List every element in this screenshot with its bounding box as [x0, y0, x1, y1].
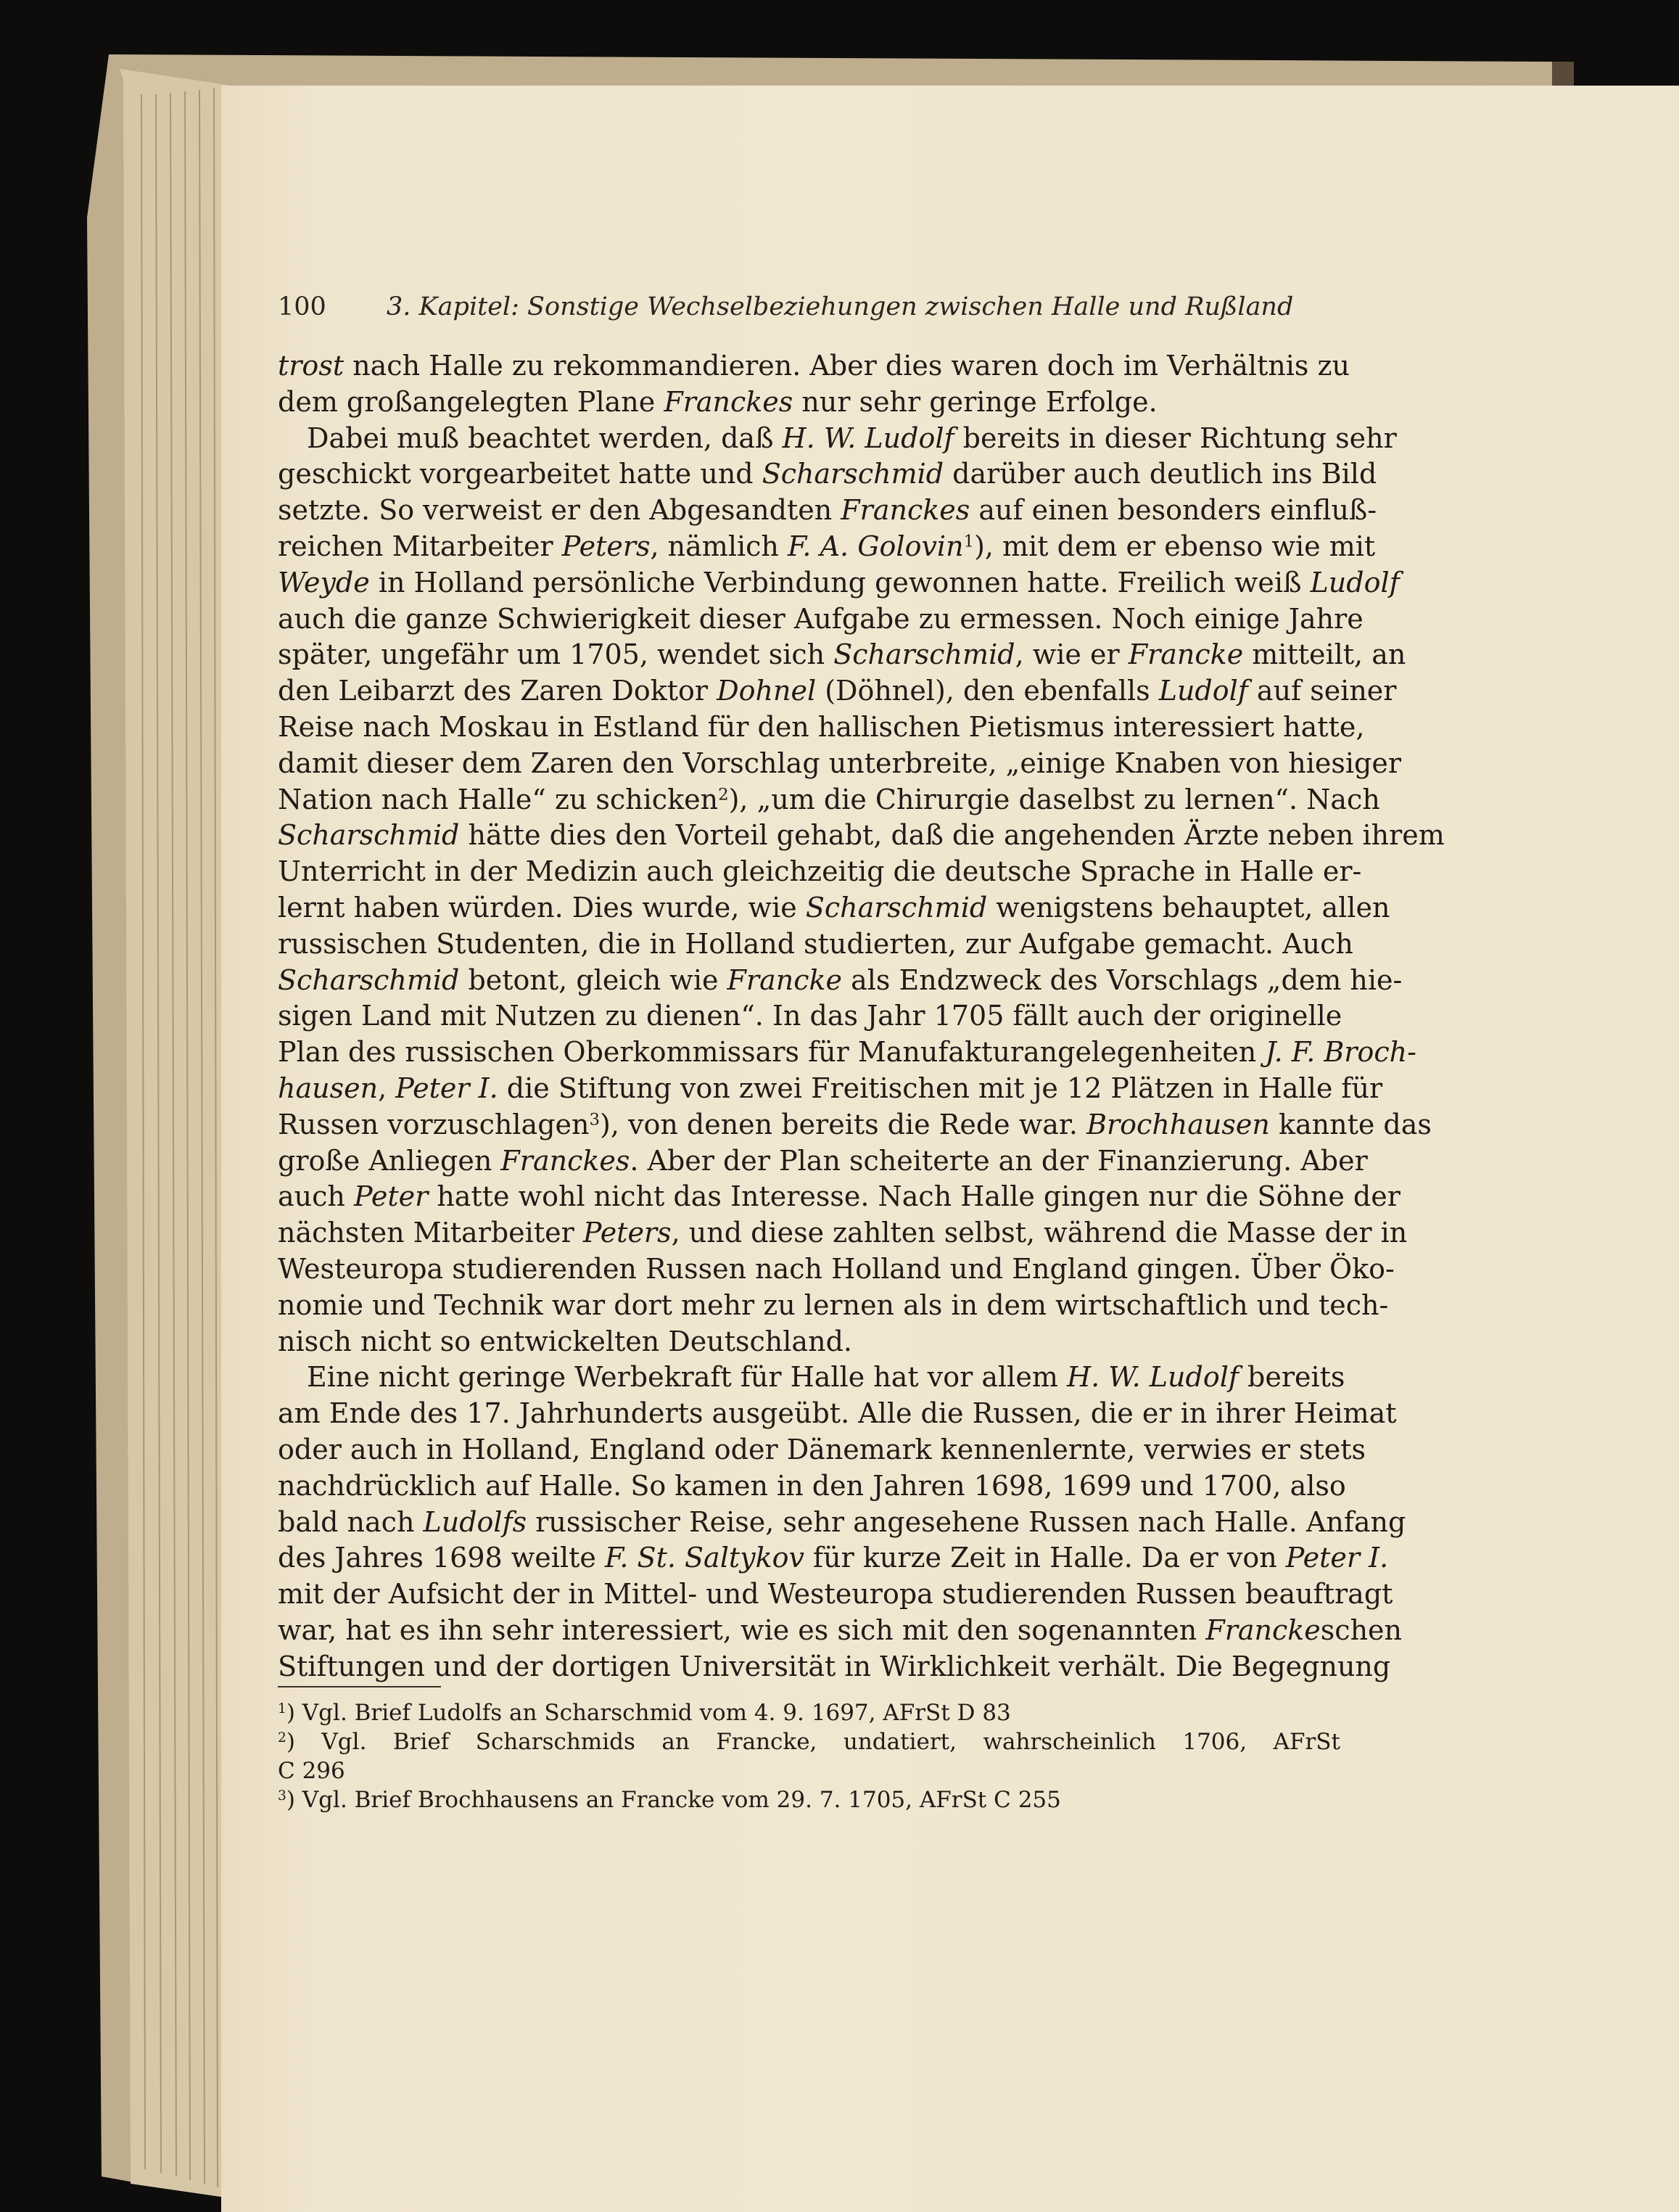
- footnote-2-continued: C 296: [278, 1758, 345, 1784]
- text-line-35: mit der Aufsicht der in Mittel- und Westeuropa studierenden Russen beauftragt: [278, 1578, 1393, 1611]
- footnote-ref-3: 3: [589, 1110, 601, 1130]
- footnote-ref-1: 1: [963, 532, 975, 551]
- text-line-26: Westeuropa studierenden Russen nach Holland und England gingen. Über Öko-: [278, 1252, 1395, 1285]
- text-line-9: später, ungefähr um 1705, wendet sich Scharschmid, wie er Francke mitteilt, an: [278, 638, 1406, 671]
- text-line-2: dem großangelegten Plane Franckes nur sehr geringe Erfolge.: [278, 385, 1158, 418]
- text-line-20: Plan des russischen Oberkommissars für Manufakturangelegenheiten J. F. Broch-: [278, 1036, 1416, 1069]
- text-line-34: des Jahres 1698 weilte F. St. Saltykov für kurze Zeit in Halle. Da er von Peter I.: [278, 1542, 1389, 1574]
- text-line-21: hausen, Peter I. die Stiftung von zwei Freitischen mit je 12 Plätzen in Halle für: [278, 1072, 1383, 1104]
- text-line-25: nächsten Mitarbeiter Peters, und diese zahlten selbst, während die Masse der in: [278, 1217, 1408, 1249]
- text-line-6: reichen Mitarbeiter Peters, nämlich F. A. Golovin$^1$), mit dem er ebenso wie mit: [278, 530, 1376, 562]
- chapter-title: 3. Kapitel: Sonstige Wechselbeziehungen zwischen Halle und Rußland: [387, 292, 1294, 321]
- text-line-14: Scharschmid hätte dies den Vorteil gehabt, daß die angehenden Ärzte neben ihrem: [278, 819, 1445, 852]
- text-line-32: nachdrücklich auf Halle. So kamen in den Jahren 1698, 1699 und 1700, also: [278, 1469, 1346, 1502]
- text-line-27: nomie und Technik war dort mehr zu lernen als in dem wirtschaftlich und tech-: [278, 1288, 1389, 1321]
- text-line-36: war, hat es ihn sehr interessiert, wie es sich mit den sogenannten Franckeschen: [278, 1613, 1403, 1646]
- text-line-22: Russen vorzuschlagen$^3$), von denen bereits die Rede war. Brochhausen kannte das: [278, 1108, 1432, 1140]
- text-line-4: geschickt vorgearbeitet hatte und Scharschmid darüber auch deutlich ins Bild: [278, 458, 1377, 490]
- text-line-16: lernt haben würden. Dies wurde, wie Scharschmid wenigstens behauptet, allen: [278, 891, 1390, 924]
- footnote-ref-2: 2: [718, 785, 729, 805]
- text-line-31: oder auch in Holland, England oder Dänemark kennenlernte, verwies er stets: [278, 1433, 1366, 1465]
- text-line-23: große Anliegen Franckes. Aber der Plan scheiterte an der Finanzierung. Aber: [278, 1144, 1368, 1177]
- text-line-33: bald nach Ludolfs russischer Reise, sehr angesehene Russen nach Halle. Anfang: [278, 1505, 1406, 1538]
- text-line-3: Dabei muß beachtet werden, daß H. W. Ludolf bereits in dieser Richtung sehr: [307, 422, 1397, 454]
- footnote-2: $^2$) Vgl. Brief Scharschmids an Francke, undatiert, wahrscheinlich 1706, AFrSt: [278, 1729, 1340, 1755]
- text-line-7: Weyde in Holland persönliche Verbindung gewonnen hatte. Freilich weiß Ludolf: [278, 566, 1400, 599]
- footnote-1: $^1$) Vgl. Brief Ludolfs an Scharschmid vom 4. 9. 1697, AFrSt D 83: [278, 1700, 1011, 1726]
- running-header: [278, 289, 1340, 325]
- body-text: [278, 348, 1445, 1685]
- text-line-13: Nation nach Halle“ zu schicken$^2$), „um die Chirurgie daselbst zu lernen“. Nach: [278, 783, 1380, 815]
- text-line-15: Unterricht in der Medizin auch gleichzeitig die deutsche Sprache in Halle er-: [278, 855, 1362, 888]
- text-line-12: damit dieser dem Zaren den Vorschlag unterbreite, „einige Knaben von hiesiger: [278, 747, 1402, 779]
- text-line-11: Reise nach Moskau in Estland für den hallischen Pietismus interessiert hatte,: [278, 710, 1365, 743]
- text-line-30: am Ende des 17. Jahrhunderts ausgeübt. Alle die Russen, die er in ihrer Heimat: [278, 1397, 1397, 1430]
- text-line-24: auch Peter hatte wohl nicht das Interesse. Nach Halle gingen nur die Söhne der: [278, 1180, 1400, 1213]
- text-line-18: Scharschmid betont, gleich wie Francke als Endzweck des Vorschlags „dem hie-: [278, 963, 1403, 996]
- footnote-3: $^3$) Vgl. Brief Brochhausens an Francke vom 29. 7. 1705, AFrSt C 255: [278, 1787, 1061, 1813]
- page-number: 100: [278, 292, 326, 321]
- footnote-rule: [278, 1686, 441, 1687]
- text-line-29: Eine nicht geringe Werbekraft für Halle hat vor allem H. W. Ludolf bereits: [307, 1361, 1345, 1394]
- text-line-28: nisch nicht so entwickelten Deutschland.: [278, 1325, 852, 1357]
- text-line-17: russischen Studenten, die in Holland studierten, zur Aufgabe gemacht. Auch: [278, 927, 1353, 960]
- footnotes: [278, 1698, 1340, 1814]
- text-line-37: Stiftungen und der dortigen Universität in Wirklichkeit verhält. Die Begegnung: [278, 1650, 1391, 1682]
- text-line-19: sigen Land mit Nutzen zu dienen“. In das Jahr 1705 fällt auch der originelle: [278, 1000, 1342, 1032]
- text-line-1: trost nach Halle zu rekommandieren. Aber dies waren doch im Verhältnis zu: [278, 350, 1350, 382]
- text-line-8: auch die ganze Schwierigkeit dieser Aufgabe zu ermessen. Noch einige Jahre: [278, 602, 1364, 635]
- text-line-5: setzte. So verweist er den Abgesandten Franckes auf einen besonders einfluß-: [278, 494, 1377, 527]
- text-line-10: den Leibarzt des Zaren Doktor Dohnel (Döhnel), den ebenfalls Ludolf auf seiner: [278, 675, 1397, 707]
